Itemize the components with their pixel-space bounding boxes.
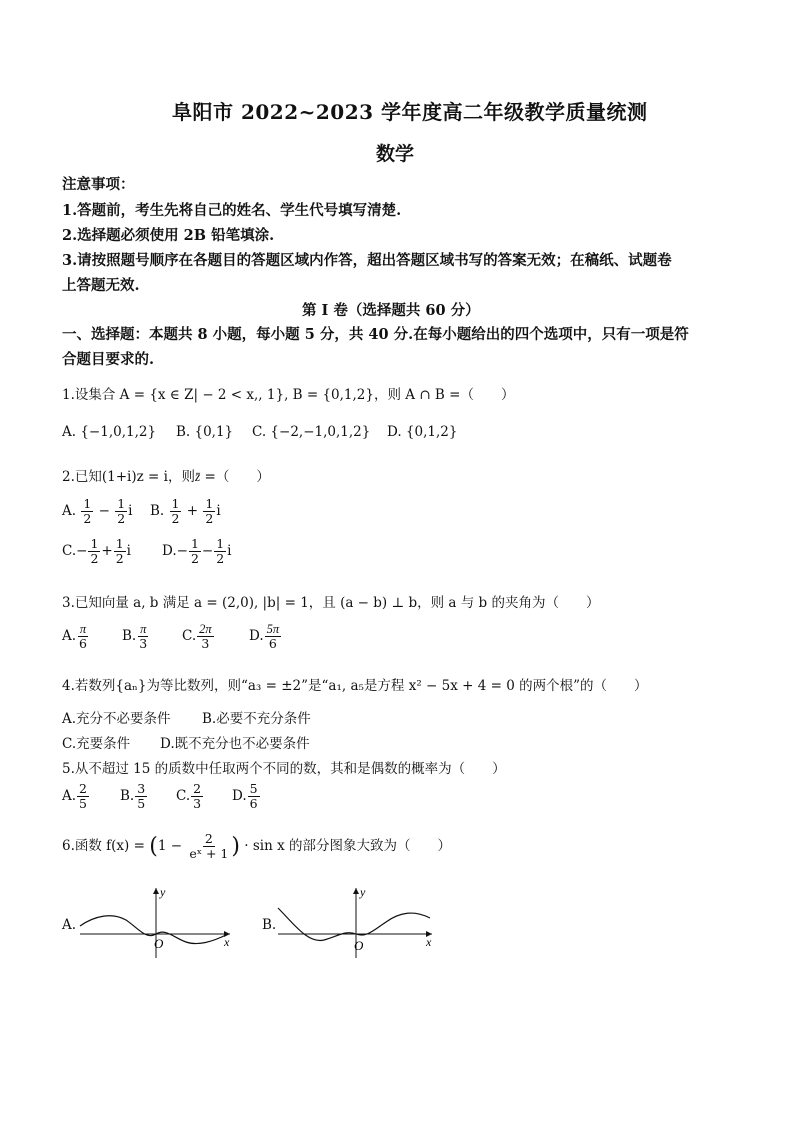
q2-option-a-op: − bbox=[98, 503, 110, 519]
q2-option-c-label: C. bbox=[62, 543, 77, 559]
q2-option-c-frac1: $\frac{1}{2}$ bbox=[90, 536, 99, 566]
q2-option-b-tail: i bbox=[216, 503, 221, 519]
q1-option-c: C. {−2,−1,0,1,2} bbox=[252, 424, 371, 440]
q6-stem-suffix: · sin x 的部分图象大致为（ ） bbox=[244, 838, 451, 854]
notes-heading: 注意事项： bbox=[62, 176, 135, 193]
q4-option-b: B.必要不充分条件 bbox=[202, 711, 311, 727]
q4-option-c: C.充要条件 bbox=[62, 736, 131, 752]
q5-option-d bbox=[232, 782, 261, 811]
x-axis-label: x bbox=[426, 935, 432, 949]
question-4-stem: 4.若数列{aₙ}为等比数列，则“a₃ = ±2”是“a₁, a₅是方程 x² − 5x + 4 = 0 的两个根”的（ ） bbox=[62, 678, 648, 694]
q3-option-a-frac: $\frac{\pi}{6}$ bbox=[79, 622, 87, 651]
q5-option-c-frac: $\frac{2}{3}$ bbox=[193, 781, 202, 811]
subject-title: 数学 bbox=[376, 143, 415, 165]
q3-option-d-label: D. bbox=[249, 628, 264, 644]
q5-option-d-label: D. bbox=[232, 788, 247, 804]
q5-option-c bbox=[176, 782, 204, 811]
q2-option-b-op: + bbox=[186, 503, 199, 519]
q2-option-c-op: + bbox=[101, 543, 113, 559]
note-item-1: 1.答题前，考生先将自己的姓名、学生代号填写清楚. bbox=[62, 202, 402, 219]
q2-option-b-frac1: $\frac{1}{2}$ bbox=[171, 496, 180, 526]
q3-option-a-label: A. bbox=[62, 628, 77, 644]
question-5-stem: 5.从不超过 15 的质数中任取两个不同的数，其和是偶数的概率为（ ） bbox=[62, 761, 506, 777]
q3-option-c bbox=[182, 622, 215, 651]
q2-option-a-label: A. bbox=[62, 503, 77, 519]
q2-option-d-tail: i bbox=[227, 543, 232, 559]
origin-label: O bbox=[354, 938, 364, 953]
q2-option-d-frac2: $\frac{1}{2}$ bbox=[216, 536, 225, 566]
q2-option-c-sign: − bbox=[76, 543, 88, 559]
q5-option-a bbox=[62, 782, 90, 811]
q3-option-b-frac: $\frac{\pi}{3}$ bbox=[139, 622, 148, 651]
q6-right-paren: ) bbox=[231, 834, 240, 859]
q3-option-a bbox=[62, 622, 90, 651]
q5-option-c-label: C. bbox=[176, 788, 191, 804]
q2-option-d bbox=[162, 537, 232, 566]
section-intro-line1: 一、选择题：本题共 8 小题，每小题 5 分，共 40 分.在每小题给出的四个选项中，只有一项是符 bbox=[62, 326, 689, 343]
q5-option-a-frac: $\frac{2}{5}$ bbox=[79, 781, 87, 811]
q3-option-b bbox=[122, 622, 150, 651]
q4-option-a: A.充分不必要条件 bbox=[62, 711, 171, 727]
q6-left-paren: ( bbox=[149, 834, 158, 859]
question-3-stem: 3.已知向量 a, b 满足 a = (2,0), |b| = 1，且 (a − b) ⊥ b，则 a 与 b 的夹角为（ ） bbox=[62, 595, 600, 611]
q3-option-b-label: B. bbox=[122, 628, 137, 644]
note-item-3: 3.请按照题号顺序在各题目的答题区域内作答，超出答题区域书写的答案无效；在稿纸、试题卷 bbox=[62, 252, 672, 269]
origin-label: O bbox=[154, 936, 164, 951]
q6-graph-b-label: B. bbox=[262, 917, 277, 933]
q3-option-c-frac: $\frac{2\pi}{3}$ bbox=[199, 622, 212, 651]
q4-option-d: D.既不充分也不必要条件 bbox=[160, 736, 310, 752]
q2-option-b bbox=[150, 497, 221, 526]
q2-stem-prefix: 2.已知(1+i)z = i，则 bbox=[62, 469, 195, 485]
q2-option-b-frac2: $\frac{1}{2}$ bbox=[205, 496, 214, 526]
x-axis-label: x bbox=[224, 935, 230, 949]
q2-option-d-label: D. bbox=[162, 543, 177, 559]
q6-graph-a-label: A. bbox=[62, 917, 77, 933]
y-axis-arrow bbox=[353, 888, 359, 894]
q2-option-a bbox=[62, 497, 132, 526]
q2-option-a-frac1: $\frac{1}{2}$ bbox=[83, 496, 92, 526]
question-2-stem bbox=[62, 465, 270, 485]
q2-option-a-tail: i bbox=[128, 503, 133, 519]
q2-option-a-frac2: $\frac{1}{2}$ bbox=[117, 496, 126, 526]
y-axis-arrow bbox=[153, 888, 159, 894]
q5-option-d-frac: $\frac{5}{6}$ bbox=[249, 781, 258, 811]
q1-option-b: B. {0,1} bbox=[176, 424, 234, 440]
q6-graph-b bbox=[276, 882, 440, 962]
q5-option-b-frac: $\frac{3}{5}$ bbox=[137, 781, 146, 811]
q2-option-d-op: − bbox=[201, 543, 214, 559]
q2-stem-var: z̄ bbox=[194, 469, 201, 484]
y-axis-label: y bbox=[360, 885, 366, 899]
q6-graph-a bbox=[78, 882, 238, 962]
q2-option-c-tail: i bbox=[126, 543, 131, 559]
q2-option-c bbox=[62, 537, 131, 566]
exam-title: 阜阳市 2022~2023 学年度高二年级教学质量统测 bbox=[172, 100, 648, 124]
q2-option-d-sign: − bbox=[176, 543, 188, 559]
q2-option-d-frac1: $\frac{1}{2}$ bbox=[190, 536, 199, 566]
q2-stem-suffix: =（ ） bbox=[200, 469, 270, 485]
section-title: 第 I 卷（选择题共 60 分） bbox=[302, 302, 480, 319]
q5-option-b bbox=[120, 782, 148, 811]
note-item-2: 2.选择题必须使用 2B 铅笔填涂. bbox=[62, 227, 275, 244]
q1-option-a: A. {−1,0,1,2} bbox=[62, 424, 157, 440]
q2-option-b-label: B. bbox=[150, 503, 165, 519]
question-1-stem: 1.设集合 A = {x ∈ Z| − 2 < x,, 1}, B = {0,1,2}，则 A ∩ B =（ ） bbox=[62, 387, 515, 403]
y-axis-label: y bbox=[160, 885, 166, 899]
q3-option-d-frac: $\frac{5\pi}{6}$ bbox=[266, 622, 280, 651]
curve bbox=[278, 908, 430, 941]
q6-fraction: $\frac{2}{\text{eˣ + 1}}$ bbox=[189, 831, 229, 861]
question-6-stem bbox=[62, 832, 451, 861]
q5-option-b-label: B. bbox=[120, 788, 135, 804]
q1-option-d: D. {0,1,2} bbox=[387, 424, 458, 440]
q5-option-a-label: A. bbox=[62, 788, 77, 804]
q3-option-c-label: C. bbox=[182, 628, 197, 644]
section-intro-line2: 合题目要求的. bbox=[62, 351, 155, 368]
q6-one-minus: 1 − bbox=[157, 838, 183, 854]
q2-option-c-frac2: $\frac{1}{2}$ bbox=[115, 536, 124, 566]
q3-option-d bbox=[249, 622, 282, 651]
note-item-3-cont: 上答题无效. bbox=[62, 277, 140, 294]
q6-stem-prefix: 6.函数 f(x) = bbox=[62, 838, 145, 854]
